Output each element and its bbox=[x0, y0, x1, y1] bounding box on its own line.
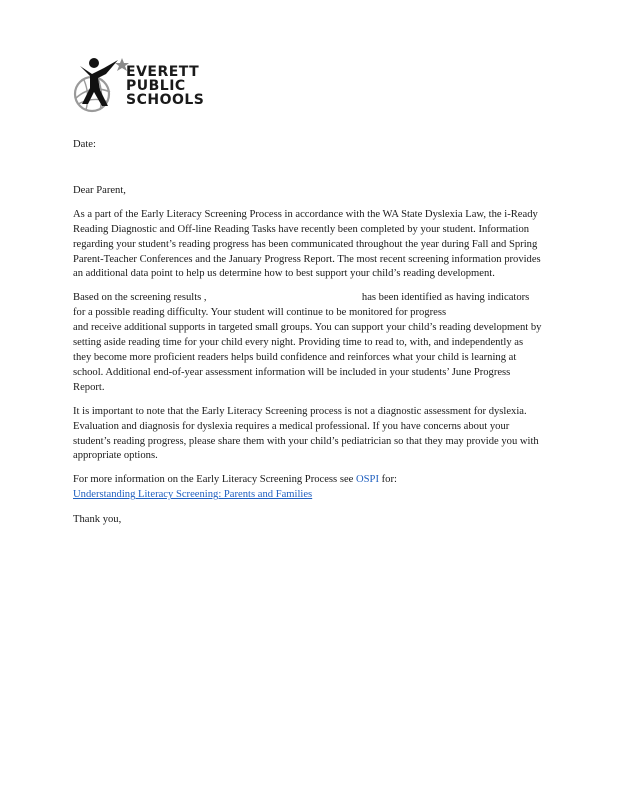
paragraph-support-at-home: and receive additional supports in targeted small groups. You can support your child’s reading development by setting aside reading time for your child every night. Providing time to read to, with, and independently as they become more proficient readers helps build confidence and reinforces what your child is learning at school. Additional end-of-year assessment information will be included in your students’ June Progress Report. bbox=[73, 322, 542, 393]
letter-body bbox=[73, 138, 543, 528]
ospi-link[interactable]: OSPI bbox=[356, 474, 379, 486]
date-label: Date: bbox=[73, 139, 96, 150]
paragraph-not-diagnostic: It is important to note that the Early Literacy Screening process is not a diagnostic assessment for dyslexia. Evaluation and diagnosis for dyslexia requires a medical professional. If you have concerns about your student’s reading progress, please share them with your child’s pediatrician so that they may provide you with appropriate options. bbox=[73, 405, 539, 462]
district-name-line1: EVERETT bbox=[126, 64, 200, 80]
district-logo-icon bbox=[70, 54, 130, 120]
letterhead-logo bbox=[70, 54, 220, 120]
results-text-end: has been identified as having indicators for a possible reading difficulty. Your student will continue to be monitored for progress bbox=[73, 292, 530, 319]
paragraph-screening-intro: As a part of the Early Literacy Screening Process in accordance with the WA State Dyslexia Law, the i-Ready Reading Diagnostic and Off-line Reading Tasks have recently been completed by your student. Information regarding your student’s reading progress has been communicated throughout the year during Fall and Spring Parent-Teacher Conferences and the January Progress Report. The most recent screening information provides an additional data point to help us determine how to best support your child’s reading development. bbox=[73, 208, 541, 280]
paragraph-more-info bbox=[73, 473, 543, 503]
district-name-line2: PUBLIC bbox=[126, 78, 186, 94]
results-text-start: Based on the screening results , bbox=[73, 292, 207, 304]
more-info-text: For more information on the Early Literacy Screening Process see bbox=[73, 474, 354, 486]
more-info-for: for: bbox=[381, 474, 397, 486]
salutation: Dear Parent, bbox=[73, 184, 126, 196]
closing: Thank you, bbox=[73, 514, 122, 526]
district-name bbox=[126, 65, 204, 107]
literacy-screening-link[interactable]: Understanding Literacy Screening: Parents and Families bbox=[73, 489, 313, 501]
district-name-line3: SCHOOLS bbox=[126, 92, 205, 108]
paragraph-screening-results bbox=[73, 291, 543, 321]
